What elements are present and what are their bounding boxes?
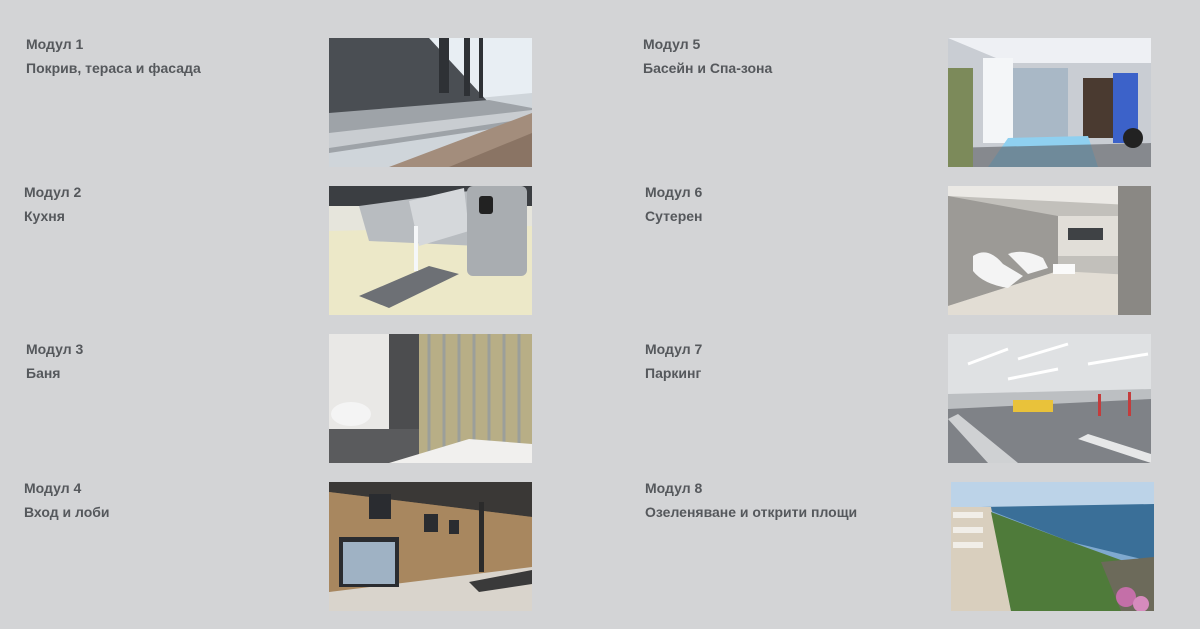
module-2 bbox=[24, 184, 81, 225]
roof-terrace-facade-photo[interactable] bbox=[329, 38, 532, 167]
module-number: Модул 7 bbox=[645, 341, 703, 357]
module-4 bbox=[24, 480, 110, 521]
pool-spa-photo[interactable] bbox=[948, 38, 1151, 167]
module-number: Модул 5 bbox=[643, 36, 701, 52]
module-7 bbox=[645, 341, 702, 382]
bathroom-photo[interactable] bbox=[329, 334, 532, 463]
module-title: Басейн и Спа-зона bbox=[643, 60, 773, 76]
module-title: Покрив, тераса и фасада bbox=[26, 60, 201, 76]
module-title: Сутерен bbox=[645, 208, 703, 224]
module-number: Модул 6 bbox=[645, 184, 703, 200]
parking-photo[interactable] bbox=[948, 334, 1151, 463]
entrance-lobby-photo[interactable] bbox=[329, 482, 532, 611]
module-title: Паркинг bbox=[645, 365, 702, 381]
module-6 bbox=[645, 184, 703, 225]
module-8 bbox=[645, 480, 857, 521]
module-number: Модул 3 bbox=[26, 341, 84, 357]
landscaping-photo[interactable] bbox=[951, 482, 1154, 611]
module-5 bbox=[643, 36, 772, 77]
module-3 bbox=[26, 341, 83, 382]
module-title: Кухня bbox=[24, 208, 65, 224]
module-number: Модул 4 bbox=[24, 480, 82, 496]
module-number: Модул 2 bbox=[24, 184, 82, 200]
module-title: Вход и лоби bbox=[24, 504, 110, 520]
module-title: Баня bbox=[26, 365, 61, 381]
module-number: Модул 1 bbox=[26, 36, 84, 52]
module-number: Модул 8 bbox=[645, 480, 703, 496]
basement-photo[interactable] bbox=[948, 186, 1151, 315]
module-1 bbox=[26, 36, 201, 77]
module-title: Озеленяване и открити площи bbox=[645, 504, 858, 520]
kitchen-photo[interactable] bbox=[329, 186, 532, 315]
